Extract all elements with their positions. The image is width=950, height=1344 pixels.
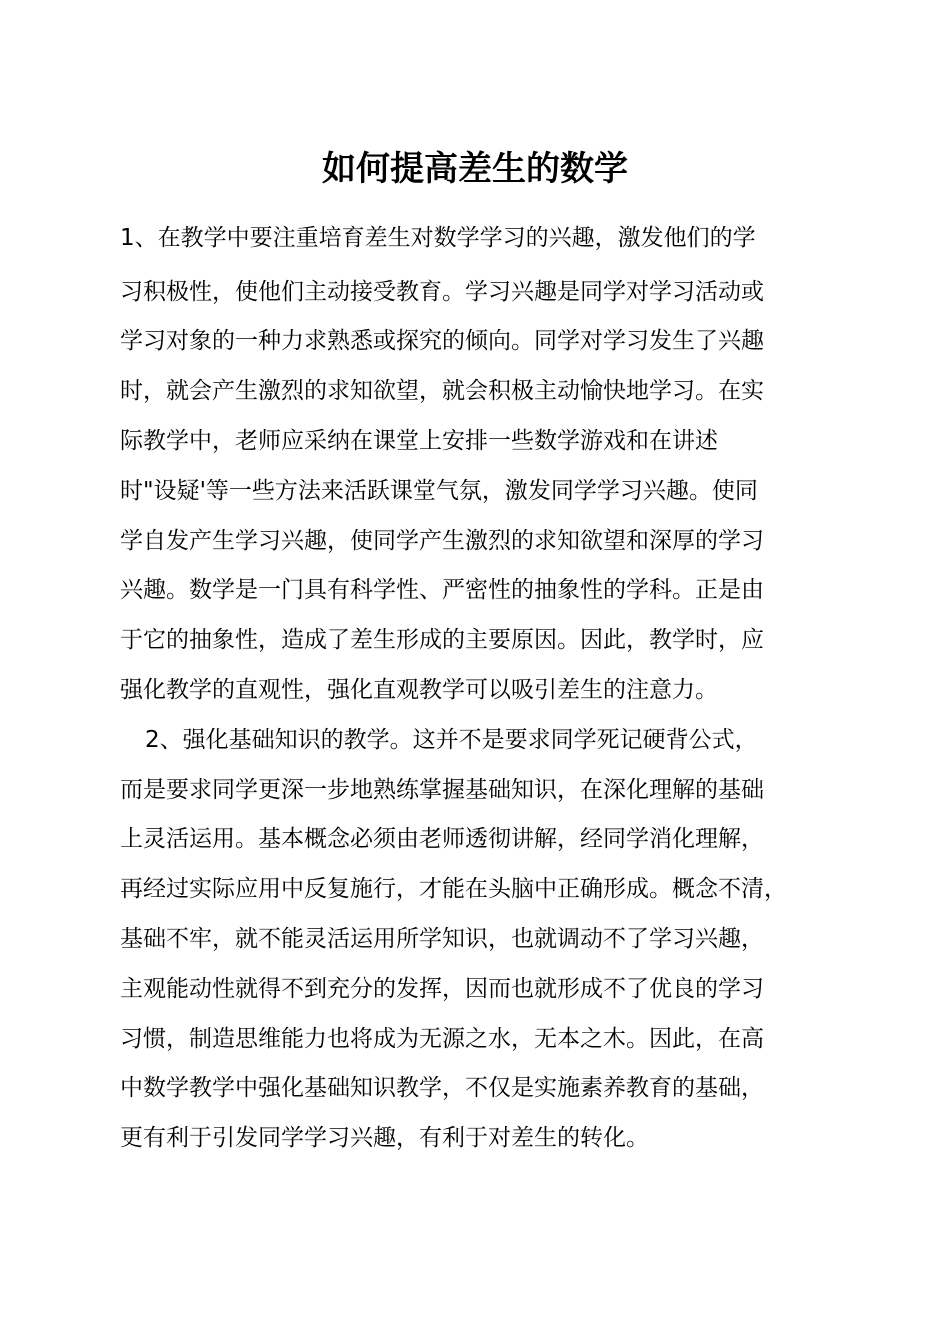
paragraph-line: 际教学中，老师应采纳在课堂上安排一些数学游戏和在讲述 bbox=[120, 428, 718, 454]
paragraph-line: 中数学教学中强化基础知识教学，不仅是实施素养教育的基础， bbox=[120, 1075, 764, 1101]
paragraph-line: 再经过实际应用中反复施行，才能在头脑中正确形成。概念不清， bbox=[120, 876, 787, 902]
paragraph-line: 主观能动性就得不到充分的发挥，因而也就形成不了优良的学习 bbox=[120, 976, 764, 1002]
paragraph-line: 时"设疑'等一些方法来活跃课堂气氛，激发同学学习兴趣。使同 bbox=[120, 478, 758, 504]
paragraph-line: 基础不牢，就不能灵活运用所学知识，也就调动不了学习兴趣， bbox=[120, 926, 764, 952]
paragraph-line: 习惯，制造思维能力也将成为无源之水，无本之木。因此，在高 bbox=[120, 1026, 764, 1052]
paragraph-line: 兴趣。数学是一门具有科学性、严密性的抽象性的学科。正是由 bbox=[120, 577, 764, 603]
paragraph-line: 2、强化基础知识的教学。这并不是要求同学死记硬背公式， bbox=[145, 727, 758, 753]
paragraph-line: 强化教学的直观性，强化直观教学可以吸引差生的注意力。 bbox=[120, 677, 718, 703]
paragraph-line: 上灵活运用。基本概念必须由老师透彻讲解，经同学消化理解， bbox=[120, 826, 764, 852]
paragraph-line: 习积极性，使他们主动接受教育。学习兴趣是同学对学习活动或 bbox=[120, 279, 764, 305]
paragraph-line: 1、在教学中要注重培育差生对数学学习的兴趣，激发他们的学 bbox=[120, 225, 756, 251]
document-title: 如何提高差生的数学 bbox=[322, 149, 628, 189]
paragraph-line: 学习对象的一种力求熟悉或探究的倾向。同学对学习发生了兴趣 bbox=[120, 328, 764, 354]
paragraph-line: 学自发产生学习兴趣，使同学产生激烈的求知欲望和深厚的学习 bbox=[120, 528, 764, 554]
paragraph-line: 更有利于引发同学学习兴趣，有利于对差生的转化。 bbox=[120, 1125, 649, 1151]
paragraph-line: 时，就会产生激烈的求知欲望，就会积极主动愉快地学习。在实 bbox=[120, 378, 764, 404]
paragraph-line: 于它的抽象性，造成了差生形成的主要原因。因此，教学时，应 bbox=[120, 627, 764, 653]
paragraph-line: 而是要求同学更深一步地熟练掌握基础知识，在深化理解的基础 bbox=[120, 777, 764, 803]
